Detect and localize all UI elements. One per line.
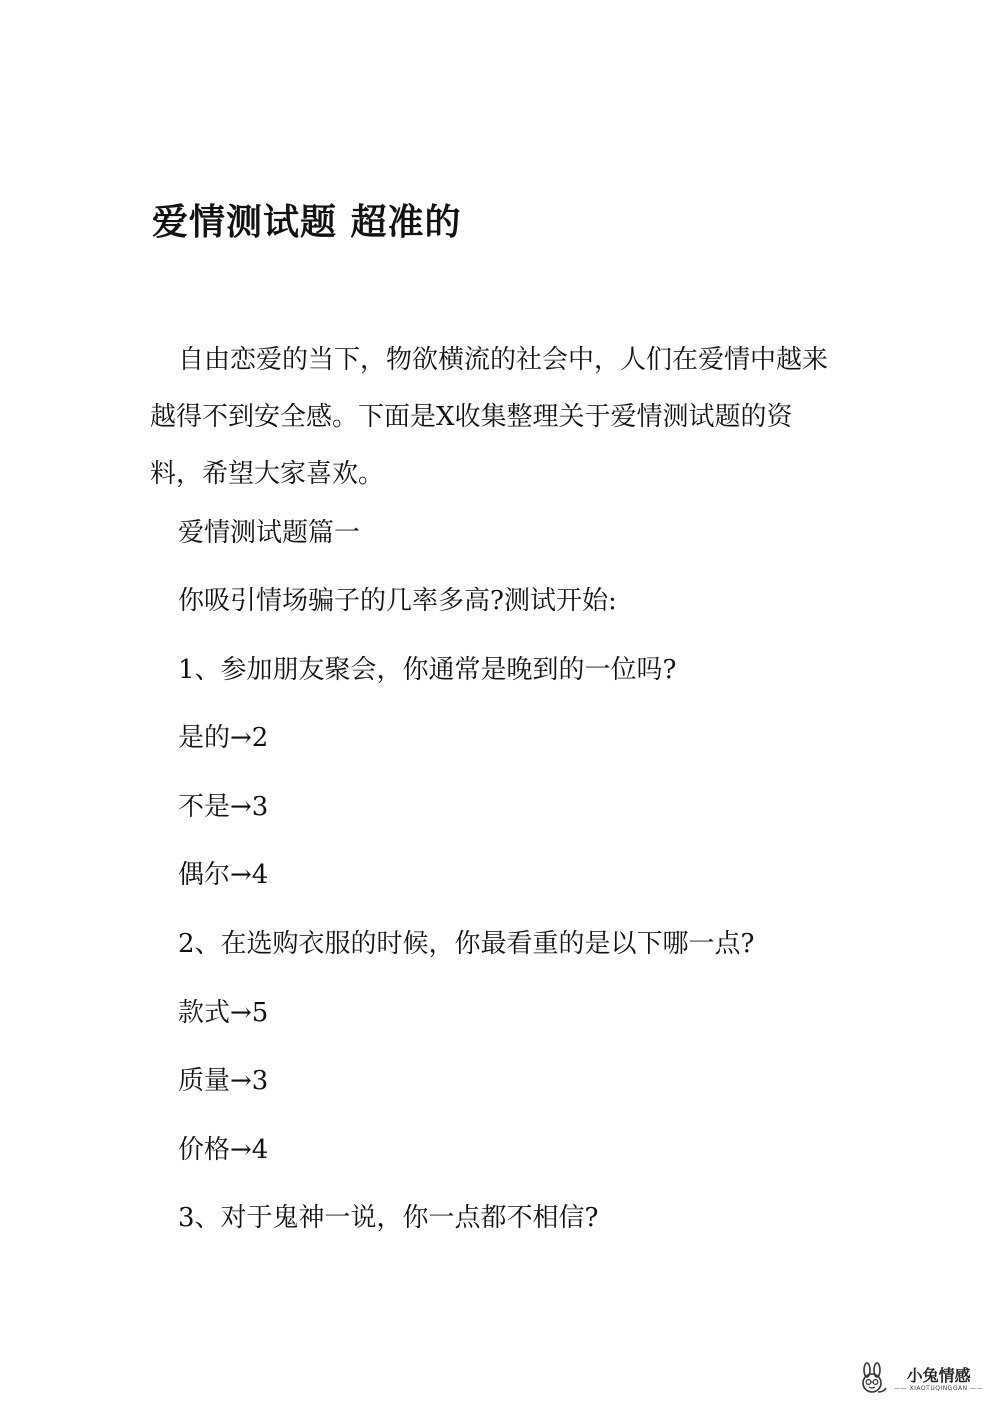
q2-option-a: 款式→5 bbox=[178, 998, 269, 1028]
intro-text: 自由恋爱的当下，物欲横流的社会中，人们在爱情中越来越得不到安全感。下面是X收集整理关于爱情测试题的资料，希望大家喜欢。 bbox=[150, 345, 829, 489]
document-title: 爱情测试题 超准的 bbox=[152, 202, 462, 243]
q1-option-a: 是的→2 bbox=[178, 723, 269, 753]
rabbit-logo-icon bbox=[856, 1362, 890, 1396]
question-1: 1、参加朋友聚会，你通常是晚到的一位吗? bbox=[178, 655, 677, 685]
q2-option-c: 价格→4 bbox=[178, 1135, 269, 1165]
quiz-intro: 你吸引情场骗子的几率多高?测试开始: bbox=[178, 586, 617, 616]
watermark-subtitle: —— XIAOTUQINGGAN —— bbox=[894, 1384, 983, 1392]
watermark-brand: 小兔情感 bbox=[906, 1365, 971, 1385]
q1-option-b: 不是→3 bbox=[178, 792, 269, 822]
q1-option-c: 偶尔→4 bbox=[178, 860, 269, 890]
question-3: 3、对于鬼神一说，你一点都不相信? bbox=[178, 1203, 599, 1233]
question-2: 2、在选购衣服的时候，你最看重的是以下哪一点? bbox=[178, 929, 755, 959]
section-heading: 爱情测试题篇一 bbox=[178, 518, 361, 548]
intro-paragraph bbox=[150, 332, 830, 503]
watermark bbox=[856, 1362, 983, 1396]
q2-option-b: 质量→3 bbox=[178, 1066, 269, 1096]
